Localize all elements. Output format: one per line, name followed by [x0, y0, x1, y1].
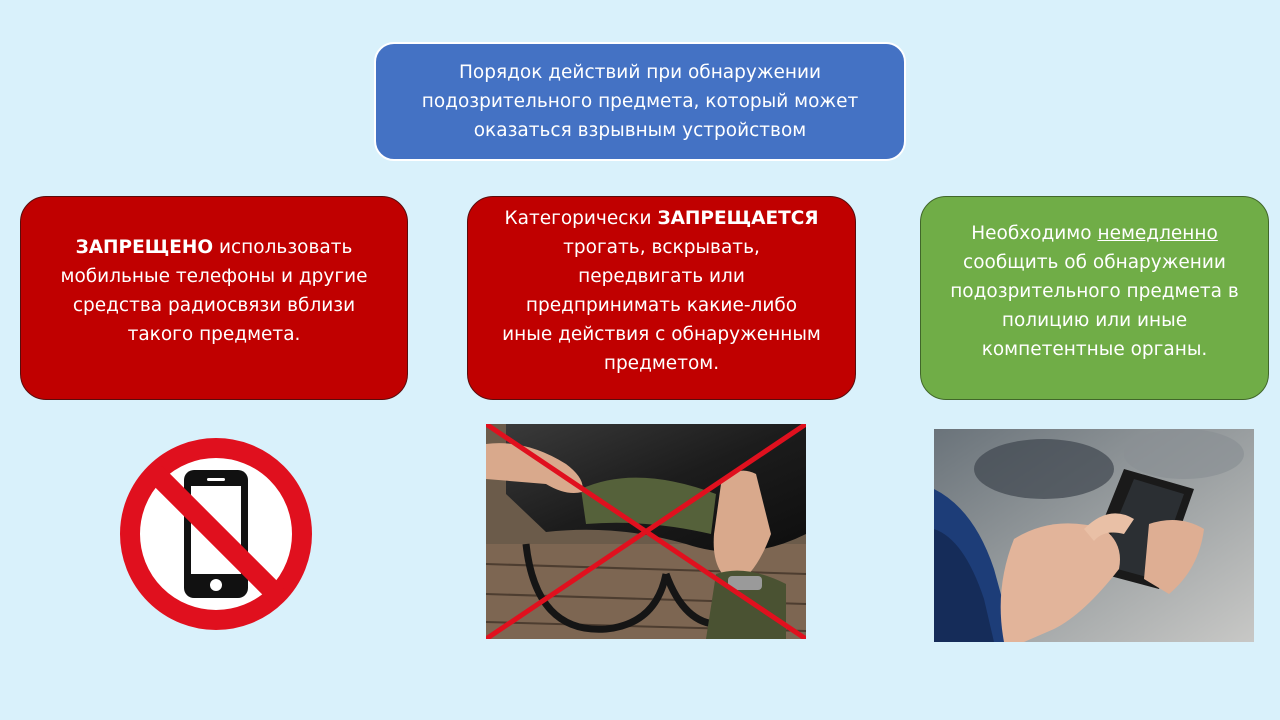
rule-card-report — [920, 196, 1269, 400]
rule-lead: Необходимо — [971, 222, 1098, 244]
rule-body: трогать, вскрывать, передвигать или предпринимать какие-либо иные действия с обнаруженным предметом. — [502, 237, 821, 374]
rule-text-touch — [498, 204, 825, 378]
no-phone-icon — [118, 436, 314, 632]
rule-keyword: ЗАПРЕЩАЕТСЯ — [657, 208, 819, 229]
rule-lead: Категорически — [504, 208, 658, 229]
rule-keyword: ЗАПРЕЩЕНО — [75, 237, 214, 258]
page-title: Порядок действий при обнаружении подозрительного предмета, который может оказаться взрывным устройством — [421, 62, 859, 141]
rule-emphasis: немедленно — [1097, 222, 1218, 244]
bag-photo — [486, 424, 806, 639]
phone-photo — [934, 429, 1254, 642]
rule-body: использовать мобильные телефоны и другие средства радиосвязи вблизи такого предмета. — [60, 237, 368, 345]
rule-body: сообщить об обнаружении подозрительного предмета в полицию или иные компетентные органы. — [950, 251, 1239, 360]
header-box — [374, 42, 906, 161]
rule-text-report — [941, 219, 1248, 364]
rule-text-phones — [51, 233, 377, 349]
rule-card-phones — [20, 196, 408, 400]
rule-card-touch — [467, 196, 856, 400]
